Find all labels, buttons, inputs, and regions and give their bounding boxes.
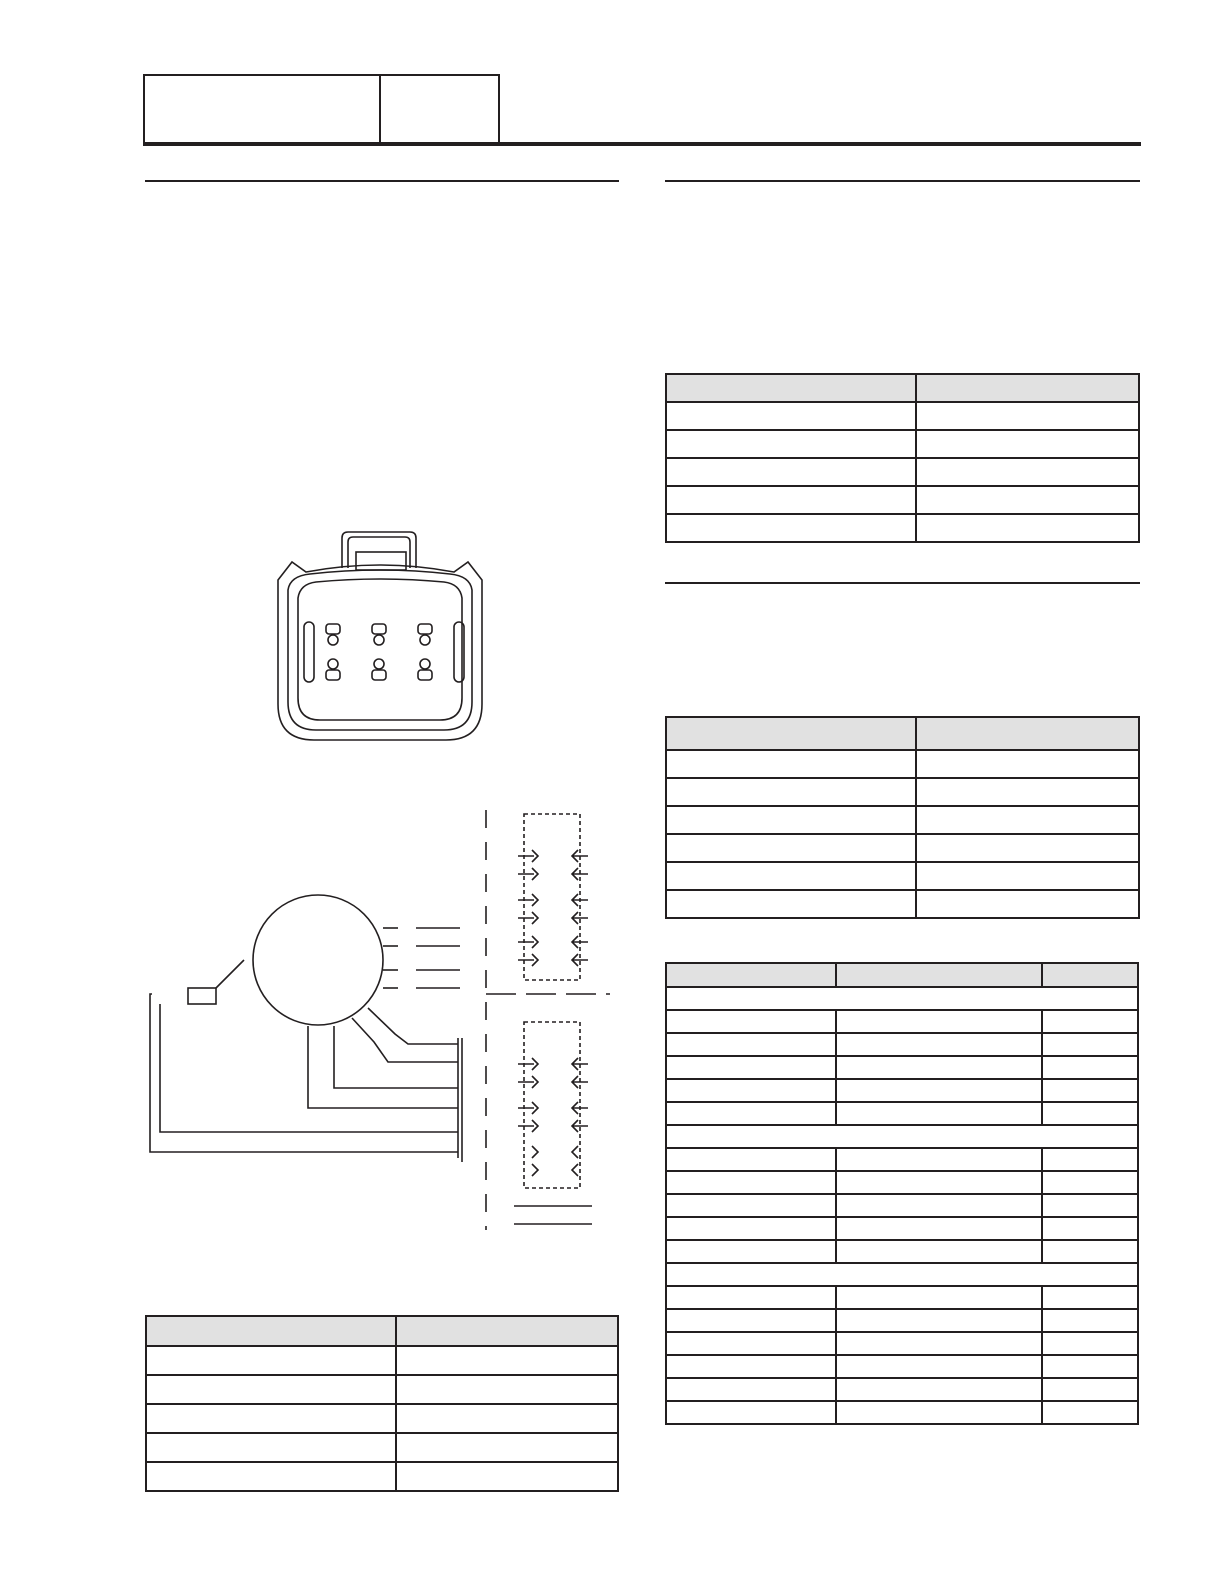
table-cell xyxy=(1042,1240,1138,1263)
right-section-rule-1 xyxy=(665,180,1140,182)
table-cell xyxy=(916,890,1139,918)
table-cell xyxy=(146,1346,396,1375)
table-cell xyxy=(666,1079,836,1102)
right-table-3 xyxy=(665,962,1139,1425)
header-cell-2 xyxy=(379,74,500,146)
connector-block-lower xyxy=(524,1022,580,1188)
pin-row-top xyxy=(326,624,432,645)
table-cell xyxy=(666,890,916,918)
table-cell xyxy=(666,374,916,402)
table-cell xyxy=(836,963,1042,987)
table-cell xyxy=(666,1102,836,1125)
table-cell xyxy=(916,430,1139,458)
table-cell xyxy=(916,778,1139,806)
table-cell xyxy=(146,1404,396,1433)
table-cell xyxy=(1042,1286,1138,1309)
table-cell xyxy=(836,1332,1042,1355)
table-cell xyxy=(666,1355,836,1378)
table-cell xyxy=(666,1286,836,1309)
table-cell xyxy=(396,1316,618,1346)
table-cell xyxy=(1042,1056,1138,1079)
table-cell xyxy=(1042,1102,1138,1125)
wiring-diagram xyxy=(140,800,620,1240)
table-cell xyxy=(1042,1378,1138,1401)
table-cell xyxy=(666,514,916,542)
table-cell xyxy=(836,1194,1042,1217)
table-cell xyxy=(1042,1401,1138,1424)
table-cell xyxy=(1042,1033,1138,1056)
right-table-2 xyxy=(665,716,1140,919)
table-cell xyxy=(666,1217,836,1240)
table-cell xyxy=(836,1056,1042,1079)
table-group-row xyxy=(666,987,1138,1010)
table-group-row xyxy=(666,1263,1138,1286)
table-cell xyxy=(916,402,1139,430)
table-cell xyxy=(666,862,916,890)
table-cell xyxy=(396,1346,618,1375)
left-section-rule xyxy=(145,180,619,182)
table-cell xyxy=(1042,1171,1138,1194)
table-cell xyxy=(836,1286,1042,1309)
table-cell xyxy=(916,717,1139,750)
table-cell xyxy=(396,1404,618,1433)
table-cell xyxy=(1042,1355,1138,1378)
table-cell xyxy=(666,717,916,750)
table-cell xyxy=(666,1194,836,1217)
table-cell xyxy=(836,1033,1042,1056)
table-cell xyxy=(146,1462,396,1491)
table-cell xyxy=(666,1401,836,1424)
table-cell xyxy=(916,458,1139,486)
table-cell xyxy=(666,834,916,862)
table-cell xyxy=(836,1010,1042,1033)
table-cell xyxy=(666,750,916,778)
table-group-row xyxy=(666,1125,1138,1148)
table-cell xyxy=(836,1102,1042,1125)
table-cell xyxy=(916,514,1139,542)
table-cell xyxy=(836,1171,1042,1194)
table-cell xyxy=(1042,1217,1138,1240)
pin-row-bottom xyxy=(326,659,432,680)
table-cell xyxy=(836,1217,1042,1240)
table-cell xyxy=(396,1462,618,1491)
table-cell xyxy=(666,430,916,458)
table-cell xyxy=(666,486,916,514)
header-cell-1 xyxy=(143,74,383,146)
table-cell xyxy=(1042,1309,1138,1332)
table-cell xyxy=(916,862,1139,890)
table-cell xyxy=(916,750,1139,778)
table-cell xyxy=(1042,1332,1138,1355)
header-rule xyxy=(143,142,1141,146)
table-cell xyxy=(1042,1079,1138,1102)
table-cell xyxy=(916,374,1139,402)
table-cell xyxy=(1042,1194,1138,1217)
table-cell xyxy=(836,1309,1042,1332)
table-cell xyxy=(836,1378,1042,1401)
table-cell xyxy=(666,1033,836,1056)
table-cell xyxy=(916,834,1139,862)
table-cell xyxy=(146,1375,396,1404)
table-cell xyxy=(836,1355,1042,1378)
table-cell xyxy=(916,806,1139,834)
table-cell xyxy=(1042,1010,1138,1033)
table-cell xyxy=(836,1079,1042,1102)
table-cell xyxy=(666,1056,836,1079)
sensor-circle xyxy=(253,895,383,1025)
table-cell xyxy=(666,1010,836,1033)
table-cell xyxy=(666,402,916,430)
table-cell xyxy=(146,1433,396,1462)
table-cell xyxy=(666,1171,836,1194)
table-cell xyxy=(666,458,916,486)
table-cell xyxy=(146,1316,396,1346)
left-table xyxy=(145,1315,619,1492)
right-table-1 xyxy=(665,373,1140,543)
table-cell xyxy=(396,1375,618,1404)
table-cell xyxy=(1042,963,1138,987)
table-cell xyxy=(396,1433,618,1462)
table-cell xyxy=(1042,1148,1138,1171)
switch-component xyxy=(188,988,216,1004)
table-cell xyxy=(666,1332,836,1355)
table-cell xyxy=(836,1240,1042,1263)
table-cell xyxy=(666,963,836,987)
table-cell xyxy=(836,1148,1042,1171)
table-cell xyxy=(916,486,1139,514)
table-cell xyxy=(836,1401,1042,1424)
connector-face-figure xyxy=(270,528,490,748)
table-cell xyxy=(666,806,916,834)
table-cell xyxy=(666,1148,836,1171)
table-cell xyxy=(666,778,916,806)
table-cell xyxy=(666,1309,836,1332)
right-section-rule-2 xyxy=(665,582,1140,584)
table-cell xyxy=(666,1240,836,1263)
table-cell xyxy=(666,1378,836,1401)
